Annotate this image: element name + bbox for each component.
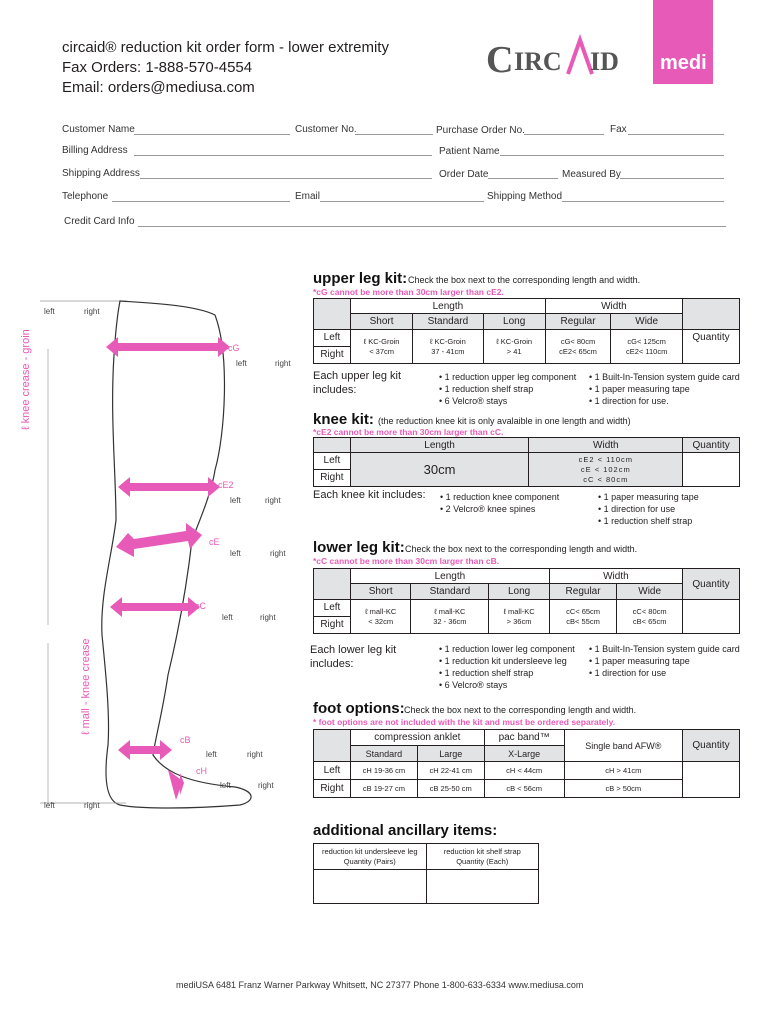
ancillary-undersleeve-qty[interactable] — [314, 870, 427, 904]
knee-items-b: • 1 paper measuring tape • 1 direction for use • 1 reduction shelf strap — [598, 492, 699, 526]
foot-standard-header: Standard — [351, 746, 418, 762]
fax-orders: Fax Orders: 1-888-570-4554 — [62, 59, 253, 76]
ancillary-col2-header: reduction kit shelf strap Quantity (Each) — [426, 844, 538, 870]
diagram-right-bottom: right — [84, 801, 100, 810]
diagram-right-cE: right — [270, 549, 286, 558]
foot-quantity-cell[interactable] — [683, 762, 740, 798]
upper-width-header: Width — [545, 299, 682, 314]
upper-long-option[interactable]: ℓ KC-Groin > 41 — [483, 330, 545, 364]
medi-logo: medi — [653, 0, 713, 84]
foot-table — [313, 729, 740, 798]
credit-card-field[interactable] — [138, 226, 726, 227]
purchase-order-label: Purchase Order No. — [436, 125, 525, 136]
lower-long-header: Long — [489, 584, 549, 600]
diagram-left-cE2: left — [230, 496, 241, 505]
lower-regular-option[interactable]: cC< 65cm cB< 55cm — [549, 600, 617, 634]
upper-leg-kit-note: *cG cannot be more than 30cm larger than cE2. — [313, 287, 504, 297]
form-title: circaid® reduction kit order form - lower extremity — [62, 39, 389, 56]
knee-right-label: Right — [320, 472, 344, 483]
purchase-order-field[interactable] — [524, 134, 604, 135]
upper-items-b: • 1 Built-In-Tension system guide card • 1 paper measuring tape • 1 direction for use. — [589, 372, 740, 406]
knee-length-header: Length — [350, 438, 529, 453]
upper-leg-kit-title: upper leg kit: — [313, 270, 408, 287]
diagram-left-cG: left — [236, 359, 247, 368]
patient-name-label: Patient Name — [439, 146, 500, 157]
lower-long-option[interactable]: ℓ mall-KC > 36cm — [489, 600, 549, 634]
shipping-method-field[interactable] — [562, 201, 724, 202]
knee-kit-subtitle: (the reduction knee kit is only avalaible in one length and width) — [378, 416, 631, 426]
customer-no-label: Customer No. — [295, 124, 357, 135]
upper-long-header: Long — [483, 314, 545, 330]
lower-wide-option[interactable]: cC< 80cm cB< 65cm — [617, 600, 683, 634]
knee-width-values: cE2 < 110cm cE < 102cm cC < 80cm — [529, 453, 683, 487]
diagram-left-bottom: left — [44, 801, 55, 810]
lower-standard-option[interactable]: ℓ mall-KC 32 - 36cm — [411, 600, 489, 634]
svg-text:C: C — [486, 39, 514, 78]
lower-leg-kit-subtitle: Check the box next to the corresponding length and width. — [405, 544, 638, 554]
label-cC: cC — [195, 601, 206, 611]
upper-quantity-header: Quantity — [692, 332, 730, 343]
label-cE2: cE2 — [218, 480, 234, 490]
lower-items-b: • 1 Built-In-Tension system guide card • 1 paper measuring tape • 1 direction for use — [589, 644, 740, 678]
diagram-left-cE: left — [230, 549, 241, 558]
patient-name-field[interactable] — [500, 155, 724, 156]
foot-options-title: foot options: — [313, 700, 405, 717]
diagram-right-top: right — [84, 307, 100, 316]
upper-regular-option[interactable]: cG< 80cm cE2< 65cm — [545, 330, 611, 364]
foot-options-subtitle: Check the box next to the corresponding length and width. — [404, 705, 637, 715]
upper-standard-header: Standard — [413, 314, 483, 330]
foot-anklet-header: compression anklet — [351, 730, 485, 746]
lower-quantity-header: Quantity — [683, 569, 740, 600]
lower-left-label: Left — [314, 600, 350, 617]
upper-regular-header: Regular — [545, 314, 611, 330]
foot-pac-band-header: pac band™ — [484, 730, 564, 746]
measured-by-field[interactable] — [620, 178, 724, 179]
foot-xlarge-header: X-Large — [484, 746, 564, 762]
upper-length-header: Length — [351, 299, 546, 314]
upper-short-header: Short — [351, 314, 413, 330]
diagram-left-cB: left — [206, 750, 217, 759]
label-mall-knee-crease: ℓ mall - knee crease — [80, 638, 92, 735]
knee-left-label: Left — [314, 453, 350, 470]
foot-left-single[interactable]: cH > 41cm — [564, 762, 682, 780]
diagram-left-top: left — [44, 307, 55, 316]
label-cE: cE — [209, 537, 220, 547]
diagram-right-cG: right — [275, 359, 291, 368]
shipping-address-field[interactable] — [140, 178, 432, 179]
fax-label: Fax — [610, 124, 627, 135]
diagram-left-cH: left — [220, 781, 231, 790]
order-date-field[interactable] — [488, 178, 558, 179]
label-cB: cB — [180, 735, 191, 745]
lower-short-header: Short — [351, 584, 411, 600]
lower-regular-header: Regular — [549, 584, 617, 600]
upper-quantity-cell[interactable] — [683, 330, 740, 364]
upper-leg-kit-subtitle: Check the box next to the corresponding length and width. — [408, 275, 641, 285]
lower-standard-header: Standard — [411, 584, 489, 600]
foot-single-band-header: Single band AFW® — [564, 730, 682, 762]
upper-items-a: • 1 reduction upper leg component • 1 reduction shelf strap • 6 Velcro® stays — [439, 372, 577, 406]
fax-field[interactable] — [628, 134, 724, 135]
svg-text:ID: ID — [590, 47, 619, 76]
telephone-label: Telephone — [62, 191, 109, 202]
ancillary-table — [313, 843, 539, 904]
upper-wide-header: Wide — [611, 314, 683, 330]
knee-length-value: 30cm — [350, 453, 529, 487]
knee-quantity-header: Quantity — [683, 438, 740, 453]
upper-leg-table — [313, 298, 740, 364]
lower-quantity-cell[interactable] — [683, 600, 740, 634]
customer-name-label: Customer Name — [62, 124, 135, 135]
ancillary-title: additional ancillary items: — [313, 822, 498, 839]
knee-table — [313, 437, 740, 487]
knee-kit-note: *cE2 cannot be more than 30cm larger than cC. — [313, 427, 504, 437]
foot-right-large[interactable]: cB 25-50 cm — [417, 780, 484, 798]
customer-name-field[interactable] — [134, 134, 290, 135]
shipping-address-label: Shipping Address — [62, 168, 140, 179]
leg-diagram — [30, 295, 310, 815]
upper-standard-option[interactable]: ℓ KC-Groin 37 - 41cm — [413, 330, 483, 364]
email-label: Email — [295, 191, 321, 202]
diagram-right-cH: right — [258, 781, 274, 790]
email-orders: Email: orders@mediusa.com — [62, 79, 255, 96]
shipping-method-label: Shipping Method — [487, 191, 563, 202]
upper-includes-label: Each upper leg kit includes: — [313, 370, 402, 396]
upper-wide-option[interactable]: cG< 125cm cE2< 110cm — [611, 330, 683, 364]
diagram-right-cE2: right — [265, 496, 281, 505]
upper-right-label: Right — [320, 349, 344, 360]
footer-address: mediUSA 6481 Franz Warner Parkway Whitsett, NC 27377 Phone 1-800-633-6334 www.mediusa.com — [176, 980, 584, 990]
knee-kit-title: knee kit: — [313, 411, 374, 428]
foot-left-label: Left — [314, 762, 351, 780]
foot-quantity-header: Quantity — [683, 730, 740, 762]
diagram-left-cC: left — [222, 613, 233, 622]
ancillary-col1-header: reduction kit undersleeve leg Quantity (Pairs) — [314, 844, 427, 870]
upper-left-label: Left — [314, 330, 350, 347]
label-cH: cH — [196, 766, 207, 776]
ancillary-shelf-strap-qty[interactable] — [426, 870, 538, 904]
foot-right-xlarge[interactable]: cB < 56cm — [484, 780, 564, 798]
customer-no-field[interactable] — [355, 134, 433, 135]
foot-left-xlarge[interactable]: cH < 44cm — [484, 762, 564, 780]
measured-by-label: Measured By — [562, 169, 621, 180]
order-date-label: Order Date — [439, 169, 489, 180]
email-field[interactable] — [320, 201, 484, 202]
lower-items-a: • 1 reduction lower leg component • 1 reduction kit undersleeve leg • 1 reduction shelf strap • 6 Velcro® stays — [439, 644, 575, 690]
diagram-right-cC: right — [260, 613, 276, 622]
lower-leg-table — [313, 568, 740, 634]
foot-large-header: Large — [417, 746, 484, 762]
billing-address-label: Billing Address — [62, 145, 128, 156]
credit-card-label: Credit Card Info — [64, 216, 135, 227]
foot-right-single[interactable]: cB > 50cm — [564, 780, 682, 798]
lower-right-label: Right — [320, 619, 344, 630]
billing-address-field[interactable] — [134, 155, 432, 156]
lower-leg-kit-note: *cC cannot be more than 30cm larger than cB. — [313, 556, 500, 566]
foot-right-standard[interactable]: cB 19-27 cm — [351, 780, 418, 798]
foot-options-note: * foot options are not included with the kit and must be ordered separately. — [313, 717, 616, 727]
knee-includes-label: Each knee kit includes: — [313, 489, 426, 501]
lower-length-header: Length — [351, 569, 550, 584]
lower-leg-kit-title: lower leg kit: — [313, 539, 405, 556]
upper-short-option[interactable]: ℓ KC-Groin < 37cm — [351, 330, 413, 364]
lower-wide-header: Wide — [617, 584, 683, 600]
svg-text:IRC: IRC — [514, 47, 562, 76]
foot-left-large[interactable]: cH 22-41 cm — [417, 762, 484, 780]
lower-short-option[interactable]: ℓ mall-KC < 32cm — [351, 600, 411, 634]
knee-quantity-cell[interactable] — [683, 453, 740, 487]
knee-items-a: • 1 reduction knee component • 2 Velcro® knee spines — [440, 492, 560, 514]
knee-width-header: Width — [529, 438, 683, 453]
foot-right-label: Right — [314, 780, 351, 798]
lower-width-header: Width — [549, 569, 682, 584]
label-cG: cG — [228, 343, 240, 353]
circaid-logo — [484, 34, 624, 78]
telephone-field[interactable] — [112, 201, 290, 202]
lower-includes-label: Each lower leg kit includes: — [310, 644, 397, 670]
label-knee-crease-groin: ℓ knee crease - groin — [20, 329, 32, 430]
diagram-right-cB: right — [247, 750, 263, 759]
foot-left-standard[interactable]: cH 19-36 cm — [351, 762, 418, 780]
